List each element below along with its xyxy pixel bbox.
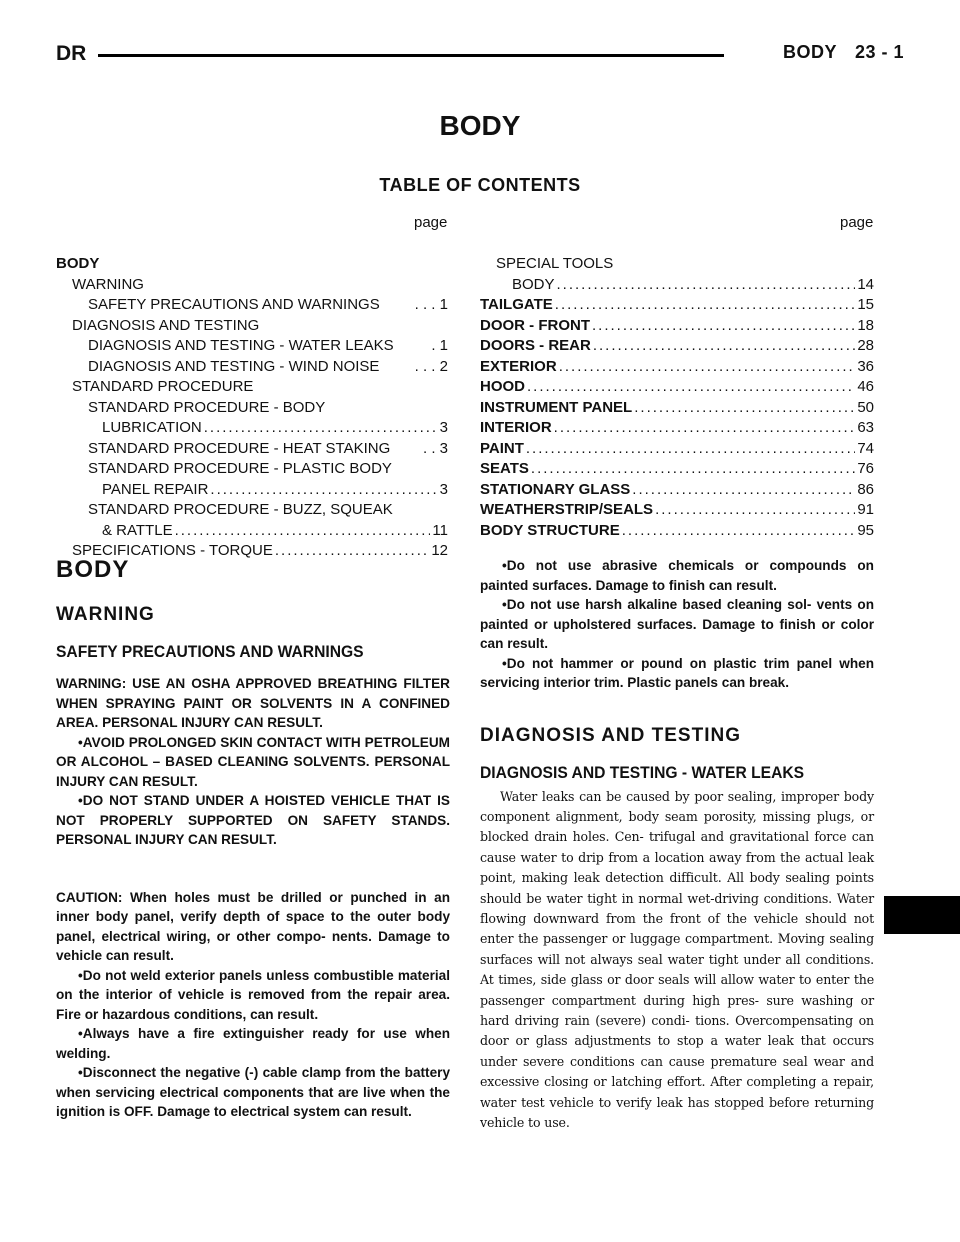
toc-entry-label: INSTRUMENT PANEL	[480, 398, 633, 416]
toc-title: TABLE OF CONTENTS	[379, 175, 581, 195]
toc-entry-label: DOOR - FRONT	[480, 316, 590, 334]
toc-entry	[480, 295, 874, 316]
toc-entry-label: DIAGNOSIS AND TESTING - WIND NOISE	[88, 357, 380, 375]
toc-entry	[56, 398, 448, 419]
toc-entry	[56, 459, 448, 480]
header-rule	[98, 54, 724, 57]
water-leaks-paragraph: Water leaks can be caused by poor sealing, improper body component alignment, body seam porosity, missing plugs, or blocked drain holes. Cen- trifugal and gravitational force can cause water to drip from a location away from the actual leak point, making leak detection difficult. All body sealing points should be water tight in normal wet-driving conditions. Water flowing downward from the front of the vehicle should not enter the passenger or luggage compartment. Moving sealing surfaces will not always seal water tight under all conditions. At times, side glass or door seals will allow water to enter the passenger compartment during high pres- sure washing or hard driving rain (severe) condi- tions. Overcompensating on door or glass adjustments to stop a water leak that occurs under severe conditions can cause premature seal wear and excessive closing or latching effort. After completing a repair, water test vehicle to verify leak has stopped before returning vehicle to use.	[480, 788, 874, 1130]
toc-entry-page: 76	[857, 460, 874, 477]
toc-entry	[480, 275, 874, 296]
toc-entry-page: . 1	[431, 337, 448, 354]
header-model-code: DR	[56, 42, 87, 65]
toc-entry-label: STANDARD PROCEDURE - PLASTIC BODY	[88, 460, 392, 477]
toc-entry-label: BODY STRUCTURE	[480, 521, 620, 539]
toc-entry-label: DIAGNOSIS AND TESTING	[72, 316, 260, 334]
subsection-heading-safety: SAFETY PRECAUTIONS AND WARNINGS	[56, 642, 364, 661]
page-title: BODY	[439, 110, 521, 141]
warning-bullet: •DO NOT STAND UNDER A HOISTED VEHICLE THAT IS NOT PROPERLY SUPPORTED ON SAFETY STANDS. PERSONAL INJURY CAN RESULT.	[56, 793, 450, 847]
toc-entry-label: STATIONARY GLASS	[480, 480, 631, 498]
toc-entry	[56, 336, 448, 357]
toc-entry-label: & RATTLE	[102, 521, 173, 539]
toc-leader-dots	[559, 357, 856, 378]
toc-entry-label: STANDARD PROCEDURE - BODY	[88, 398, 326, 416]
toc-entry-label: BODY	[56, 255, 100, 272]
right-text-column	[480, 556, 874, 1133]
header-section-name: BODY	[782, 42, 837, 62]
toc-entry	[480, 439, 874, 460]
toc-entry	[56, 357, 448, 378]
warning-paragraph: WARNING: USE AN OSHA APPROVED BREATHING FILTER WHEN SPRAYING PAINT OR SOLVENTS IN A CONFINED AREA. PERSONAL INJURY CAN RESULT.	[56, 676, 450, 730]
section-heading-body: BODY	[56, 556, 130, 583]
caution-paragraph: CAUTION: When holes must be drilled or punched in an inner body panel, verify depth of space to the outer body panel, electrical wiring, or other compo- nents. Damage to vehicle can result.	[56, 889, 450, 963]
toc-entry-page: 95	[857, 521, 874, 539]
toc-entry	[480, 377, 874, 398]
toc-entry-label: INTERIOR	[480, 419, 552, 436]
toc-entry-label: PANEL REPAIR	[102, 480, 209, 498]
header-section	[783, 42, 904, 63]
toc-entry-page: . . . 1	[414, 296, 448, 313]
toc-leader-dots	[527, 377, 855, 398]
header-page-number: 23 - 1	[854, 42, 904, 62]
caution-bullet: •Do not hammer or pound on plastic trim panel when servicing interior trim. Plastic panels can break.	[480, 655, 874, 690]
toc-leader-dots	[632, 480, 855, 501]
toc-page-label-left: page	[414, 214, 448, 231]
toc-entry-label: LUBRICATION	[102, 419, 202, 436]
toc-entry-page: 91	[857, 501, 874, 518]
toc-entry	[480, 398, 874, 419]
toc-leader-dots	[592, 316, 855, 337]
toc-entry-label: SPECIFICATIONS - TORQUE	[72, 542, 273, 559]
toc-entry-label: STANDARD PROCEDURE - HEAT STAKING	[88, 439, 391, 457]
toc-entry	[480, 418, 874, 439]
toc-leader-dots	[557, 275, 856, 296]
page-header	[56, 40, 904, 70]
toc-entry-label: DIAGNOSIS AND TESTING - WATER LEAKS	[88, 337, 394, 354]
toc-entry-label: SPECIAL TOOLS	[496, 255, 614, 272]
toc-entry	[56, 275, 448, 296]
toc-entry-page: 14	[857, 275, 874, 293]
toc-entry-label: SAFETY PRECAUTIONS AND WARNINGS	[88, 296, 380, 313]
toc-leader-dots	[622, 521, 856, 542]
toc-entry-page: 12	[431, 542, 448, 559]
caution-bullet: •Always have a fire extinguisher ready for use when welding.	[56, 1026, 450, 1061]
toc-entry	[56, 418, 448, 439]
toc-entry-label: HOOD	[480, 378, 525, 395]
toc-entry	[56, 377, 448, 398]
caution-bullet: •Do not weld exterior panels unless combustible material on the interior of vehicle is removed from the repair area. Fire or hazardous conditions, can result.	[56, 967, 450, 1022]
toc-left-column	[56, 254, 448, 562]
toc-entry	[56, 254, 448, 275]
toc-entry	[56, 521, 448, 542]
toc-page-label-right: page	[840, 214, 874, 231]
toc-entry-label: SEATS	[480, 460, 529, 477]
toc-entry	[480, 500, 874, 521]
caution-bullet: •Do not use abrasive chemicals or compounds on painted surfaces. Damage to finish can result.	[480, 558, 874, 593]
left-text-column	[56, 556, 450, 1122]
toc-leader-dots	[531, 459, 855, 480]
caution-bullet: •Disconnect the negative (-) cable clamp from the battery when servicing electrical components that are live when the ignition is OFF. Damage to electrical system can result.	[56, 1065, 450, 1119]
toc-leader-dots	[593, 336, 855, 357]
toc-entry-label: EXTERIOR	[480, 357, 557, 375]
toc-entry-label: WEATHERSTRIP/SEALS	[480, 501, 654, 518]
subsection-heading-water-leaks: DIAGNOSIS AND TESTING - WATER LEAKS	[480, 762, 805, 782]
toc-entry-label: STANDARD PROCEDURE - BUZZ, SQUEAK	[88, 501, 393, 518]
toc-entry	[56, 439, 448, 460]
toc-leader-dots	[634, 398, 855, 419]
section-heading-warning: WARNING	[56, 604, 155, 625]
section-heading-diagnosis: DIAGNOSIS AND TESTING	[480, 724, 741, 746]
toc-entry-label: WARNING	[72, 275, 144, 293]
toc-entry	[480, 357, 874, 378]
toc-entry	[480, 459, 874, 480]
toc-entry-page: 3	[439, 419, 448, 436]
toc-entry-page: 63	[857, 419, 874, 436]
section-thumb-tab	[884, 896, 960, 934]
toc-entry-label: DOORS - REAR	[480, 337, 591, 354]
toc-entry-page: 46	[857, 378, 874, 395]
toc-entry-label: STANDARD PROCEDURE	[72, 378, 254, 395]
toc-entry	[480, 254, 874, 275]
toc-entry-page: 3	[439, 480, 448, 498]
toc-leader-dots	[655, 500, 855, 521]
toc-entry	[56, 480, 448, 501]
toc-entry-label: PAINT	[480, 439, 524, 457]
toc-entry	[56, 500, 448, 521]
toc-leader-dots	[554, 418, 856, 439]
toc-entry-page: 15	[857, 296, 874, 313]
caution-bullet: •Do not use harsh alkaline based cleaning sol- vents on painted or upholstered surfaces. Damage to finish or color can result.	[480, 597, 874, 651]
toc-entry	[480, 316, 874, 337]
toc-entry-page: 36	[857, 357, 874, 375]
toc-entry-label: TAILGATE	[480, 296, 553, 313]
toc-entry-page: . . 3	[422, 439, 448, 457]
toc-leader-dots	[526, 439, 855, 460]
toc-entry	[480, 521, 874, 542]
toc-entry	[480, 480, 874, 501]
toc-entry	[56, 295, 448, 316]
toc-leader-dots	[210, 480, 437, 501]
toc-leader-dots	[555, 295, 856, 316]
toc-entry-page: 18	[857, 316, 874, 334]
toc-entry-page: 28	[857, 337, 874, 354]
toc-entry	[480, 336, 874, 357]
toc-entry-page: 86	[857, 480, 874, 498]
toc-entry-label: BODY	[512, 275, 555, 293]
toc-entry	[56, 316, 448, 337]
toc-leader-dots	[175, 521, 431, 542]
toc-entry-page: 50	[857, 398, 874, 416]
warning-bullet: •AVOID PROLONGED SKIN CONTACT WITH PETROLEUM OR ALCOHOL – BASED CLEANING SOLVENTS. PERSONAL INJURY CAN RESULT.	[56, 734, 450, 789]
toc-entry-page: 74	[857, 439, 874, 457]
toc-leader-dots	[204, 418, 438, 439]
toc-entry-page: 11	[432, 521, 448, 539]
toc-right-column	[480, 254, 874, 541]
toc-entry-page: . . . 2	[414, 357, 448, 375]
